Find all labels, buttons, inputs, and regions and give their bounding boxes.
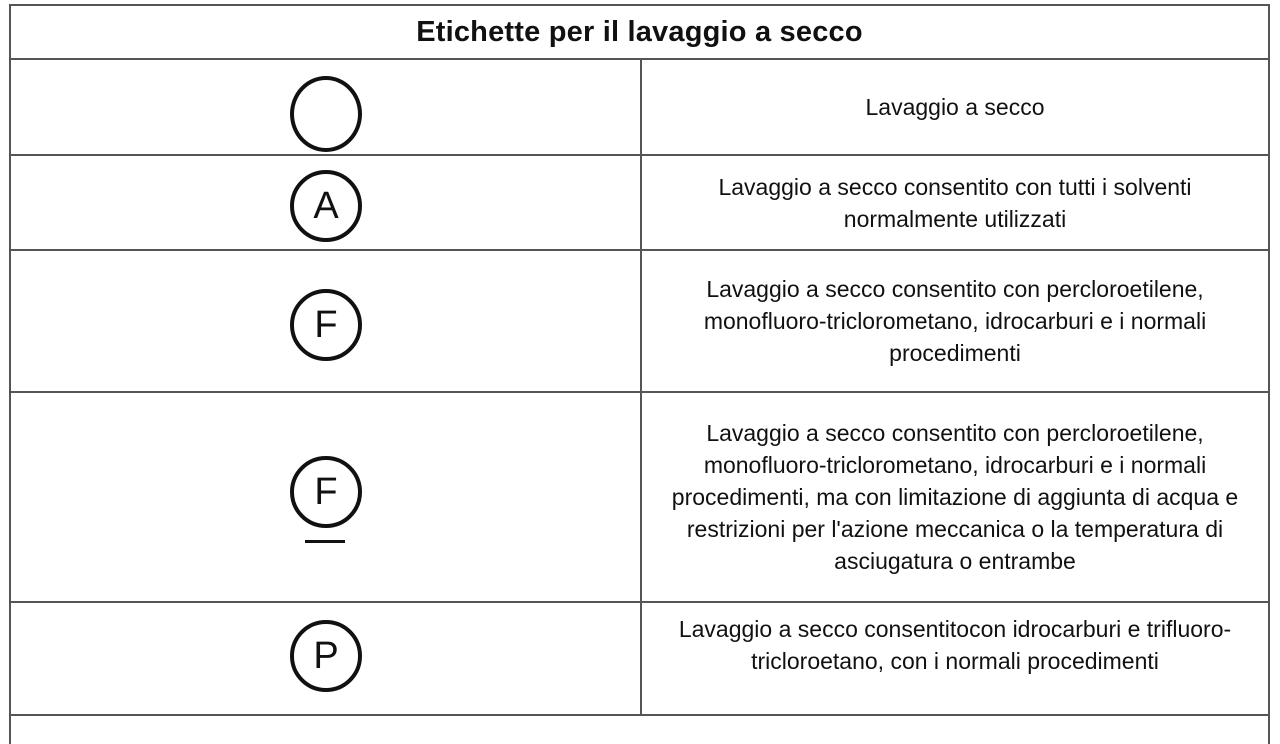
description-text: Lavaggio a secco consentito con percloroetilene, monofluoro-triclorometano, idrocarburi e i normali procedimenti, ma con limitazione di aggiunta di acqua e restrizioni per l'azione meccanica o la temperatura di asciugatura o entrambe: [671, 420, 1239, 574]
description-text: Lavaggio a secco consentito con tutti i solventi normalmente utilizzati: [718, 173, 1192, 232]
description-cell: [642, 60, 1268, 154]
symbol-cell: [11, 251, 642, 391]
gentle-process-underline-icon: [305, 540, 345, 543]
table-row: [11, 251, 1268, 393]
table-title: Etichette per il lavaggio a secco: [416, 15, 863, 48]
dry-cleaning-labels-table: [9, 4, 1270, 744]
symbol-letter: A: [313, 184, 339, 227]
table-row: [11, 156, 1268, 251]
dry-clean-f-circle-icon: [290, 289, 362, 361]
dry-clean-f-gentle-circle-icon: [290, 456, 362, 528]
symbol-letter: F: [314, 303, 338, 346]
dry-clean-a-circle-icon: [290, 170, 362, 242]
description-text: Lavaggio a secco consentitocon idrocarburi e trifluoro-tricloroetano, con i normali procedimenti: [678, 616, 1232, 674]
symbol-cell: [11, 156, 642, 249]
description-cell: [642, 251, 1268, 391]
symbol-letter: P: [313, 634, 339, 677]
description-cell: [642, 393, 1268, 601]
description-cell: [642, 603, 1268, 714]
symbol-cell: [11, 393, 642, 601]
symbol-letter: F: [314, 470, 338, 513]
description-cell: [642, 156, 1268, 249]
table-header: [11, 6, 1268, 60]
description-text: Lavaggio a secco: [865, 94, 1045, 120]
table-row: [11, 60, 1268, 156]
description-text: Lavaggio a secco consentito con percloroetilene, monofluoro-triclorometano, idrocarburi e i normali procedimenti: [703, 276, 1207, 366]
dry-clean-p-circle-icon: [290, 620, 362, 692]
table-row: [11, 393, 1268, 603]
table-row: [11, 603, 1268, 716]
symbol-cell: [11, 603, 642, 714]
symbol-cell: [11, 60, 642, 154]
dry-clean-circle-icon: [290, 76, 362, 152]
